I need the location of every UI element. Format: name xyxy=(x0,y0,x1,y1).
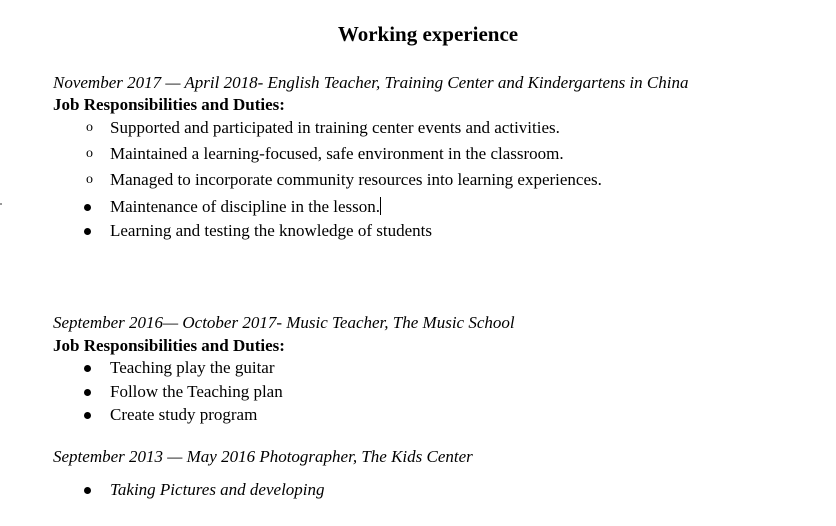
list-item-text: Maintained a learning-focused, safe environment in the classroom. xyxy=(110,144,564,163)
list-item xyxy=(0,381,836,403)
job-subheading: Job Responsibilities and Duties: xyxy=(53,336,285,355)
list-item-text: Create study program xyxy=(110,405,258,424)
bullet-icon xyxy=(84,487,91,494)
list-item xyxy=(0,220,836,242)
circle-bullet-icon: o xyxy=(86,120,93,135)
list-item xyxy=(0,143,836,165)
list-item xyxy=(0,357,836,379)
list-item-text: Supported and participated in training center events and activities. xyxy=(110,118,560,137)
job-heading-english-teacher: November 2017 — April 2018- English Teacher, Training Center and Kindergartens in China xyxy=(53,73,689,92)
list-item-text: Follow the Teaching plan xyxy=(110,382,283,401)
bullet-icon xyxy=(84,412,91,419)
circle-bullet-icon: o xyxy=(86,172,93,187)
job-heading-photographer: September 2013 — May 2016 Photographer, The Kids Center xyxy=(53,447,473,466)
list-item-text: Teaching play the guitar xyxy=(110,358,275,377)
bullet-icon xyxy=(84,228,91,235)
list-item xyxy=(0,196,836,218)
bullet-icon xyxy=(84,204,91,211)
list-item-text-container xyxy=(110,196,381,218)
list-item xyxy=(0,117,836,139)
page-title: Working experience xyxy=(337,22,519,46)
list-item xyxy=(0,479,836,501)
bullet-icon xyxy=(84,365,91,372)
job-subheading: Job Responsibilities and Duties: xyxy=(53,95,285,114)
circle-bullet-icon: o xyxy=(86,146,93,161)
list-item-text: Managed to incorporate community resources into learning experiences. xyxy=(110,170,602,189)
list-item-text: Taking Pictures and developing xyxy=(110,480,325,499)
text-cursor xyxy=(380,197,381,215)
bullet-icon xyxy=(84,389,91,396)
list-item-text: Learning and testing the knowledge of students xyxy=(110,221,432,240)
list-item xyxy=(0,169,836,191)
list-item xyxy=(0,404,836,426)
job-heading-music-teacher: September 2016— October 2017- Music Teacher, The Music School xyxy=(53,313,515,332)
list-item-text: Maintenance of discipline in the lesson. xyxy=(110,197,381,216)
